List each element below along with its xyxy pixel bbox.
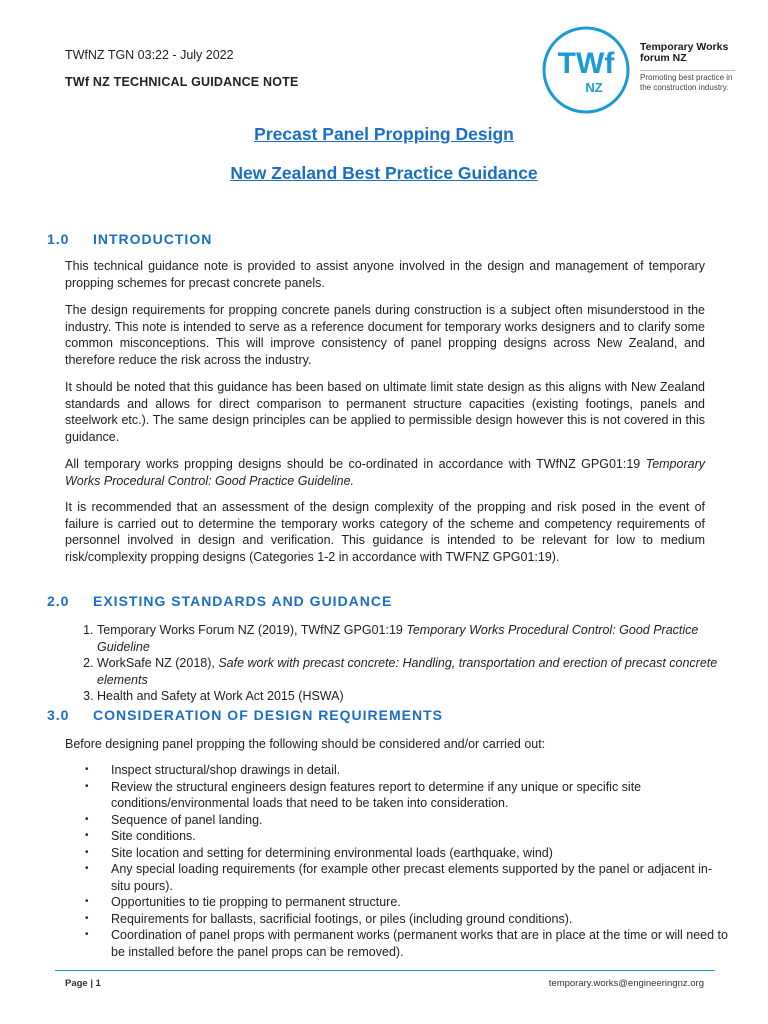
logo-tagline-line1: Promoting best practice in [640,73,733,82]
section-heading-design-requirements [47,707,443,723]
paragraph: Before designing panel propping the following should be considered and/or carried out: [65,737,546,751]
reference-text: Temporary Works Forum NZ (2019), TWfNZ GPG01:19 [97,623,407,637]
logo-mark-sub: NZ [585,80,603,95]
logo-name-line2: forum NZ [640,52,687,64]
paragraph: The design requirements for propping concrete panels during construction is a subject often misunderstood in the industry. This note is intended to serve as a reference document for temporary works designers and to clarify some common misconceptions. This will improve consistency of panel propping designs across New Zealand, and therefore reduce the risk across the industry. [65,303,705,367]
list-item: • Any special loading requirements (for example other precast elements supported by the panel or adjacent in-situ pours). [85,862,713,893]
list-item: • Inspect structural/shop drawings in detail. [85,763,341,777]
section-heading-introduction [47,231,212,247]
requirements-list [85,762,731,960]
paragraph: It should be noted that this guidance has been based on ultimate limit state design as this aligns with New Zealand standards and allows for direct comparison to permanent structure capacities (existing footings, panels and steelwork etc.). The same design principles can be applied to permissible design however this is not covered in this guidance. [65,380,705,444]
section-title: EXISTING STANDARDS AND GUIDANCE [93,593,393,609]
logo-tagline [640,70,735,92]
twf-nz-logo [540,24,740,124]
logo-mark-text: TWf [557,47,615,80]
list-item: • Site conditions. [85,829,196,843]
paragraph-text: All temporary works propping designs should be co-ordinated in accordance with TWfNZ GPG01:19 [65,457,646,471]
reference-item [97,688,737,705]
reference-title: Temporary Works Procedural Control: Good Practice Guideline [97,623,699,654]
section-number: 2.0 [47,593,70,609]
reference-title: Safe work with precast concrete: Handling, transportation and erection of precast concrete elements [97,656,718,687]
logo-name-line1: Temporary Works [640,41,729,53]
logo-name [640,42,728,64]
reference-item [97,622,737,655]
contact-email[interactable]: temporary.works@engineeringnz.org [548,978,704,989]
section-title: CONSIDERATION OF DESIGN REQUIREMENTS [93,707,443,723]
reference-text: WorkSafe NZ (2018), [97,656,219,670]
list-item: • Requirements for ballasts, sacrificial footings, or piles (including ground conditions). [85,911,573,926]
section-title: INTRODUCTION [93,231,213,247]
document-reference: TWfNZ TGN 03:22 - July 2022 [65,48,234,62]
reference-list [65,622,737,705]
reference-item [97,655,737,688]
paragraph-italic-text: Temporary Works Procedural Control: Good Practice Guideline. [65,457,705,488]
twf-logo-icon [540,24,632,116]
paragraph [65,456,705,489]
list-item: • Site location and setting for determining environmental loads (earthquake, wind) [85,845,553,860]
reference-text: Health and Safety at Work Act 2015 (HSWA) [97,689,344,703]
paragraph: It is recommended that an assessment of the design complexity of the propping and risk posed in the event of failure is carried out to determine the temporary works category of the scheme and competency requirements of personnel involved in design and verification. This guidance is intended to be relevant for low to medium risk/complexity propping designs (Categories 1-2 in accordance with TWFNZ GPG01:19). [65,500,705,564]
list-item: • Review the structural engineers design features report to determine if any unique or specific site conditions/environmental loads that need to be taken into consideration. [85,779,642,810]
list-item: • Opportunities to tie propping to permanent structure. [85,895,401,909]
section-heading-existing-standards [47,593,392,609]
list-item: • Sequence of panel landing. [85,812,263,827]
footer-divider [55,970,715,971]
document-type: TWf NZ TECHNICAL GUIDANCE NOTE [65,75,299,89]
list-item: • Coordination of panel props with permanent works (permanent works that are in place at the time or will need to be installed before the panel props can be removed). [85,928,728,959]
section-number: 3.0 [47,707,70,723]
page-number: Page | 1 [65,978,101,989]
section-number: 1.0 [47,231,70,247]
paragraph: This technical guidance note is provided to assist anyone involved in the design and management of temporary propping schemes for precast concrete panels. [65,259,705,290]
logo-tagline-line2: the construction industry. [640,82,729,92]
document-title: Precast Panel Propping Design [254,124,514,144]
document-subtitle: New Zealand Best Practice Guidance [230,163,538,183]
